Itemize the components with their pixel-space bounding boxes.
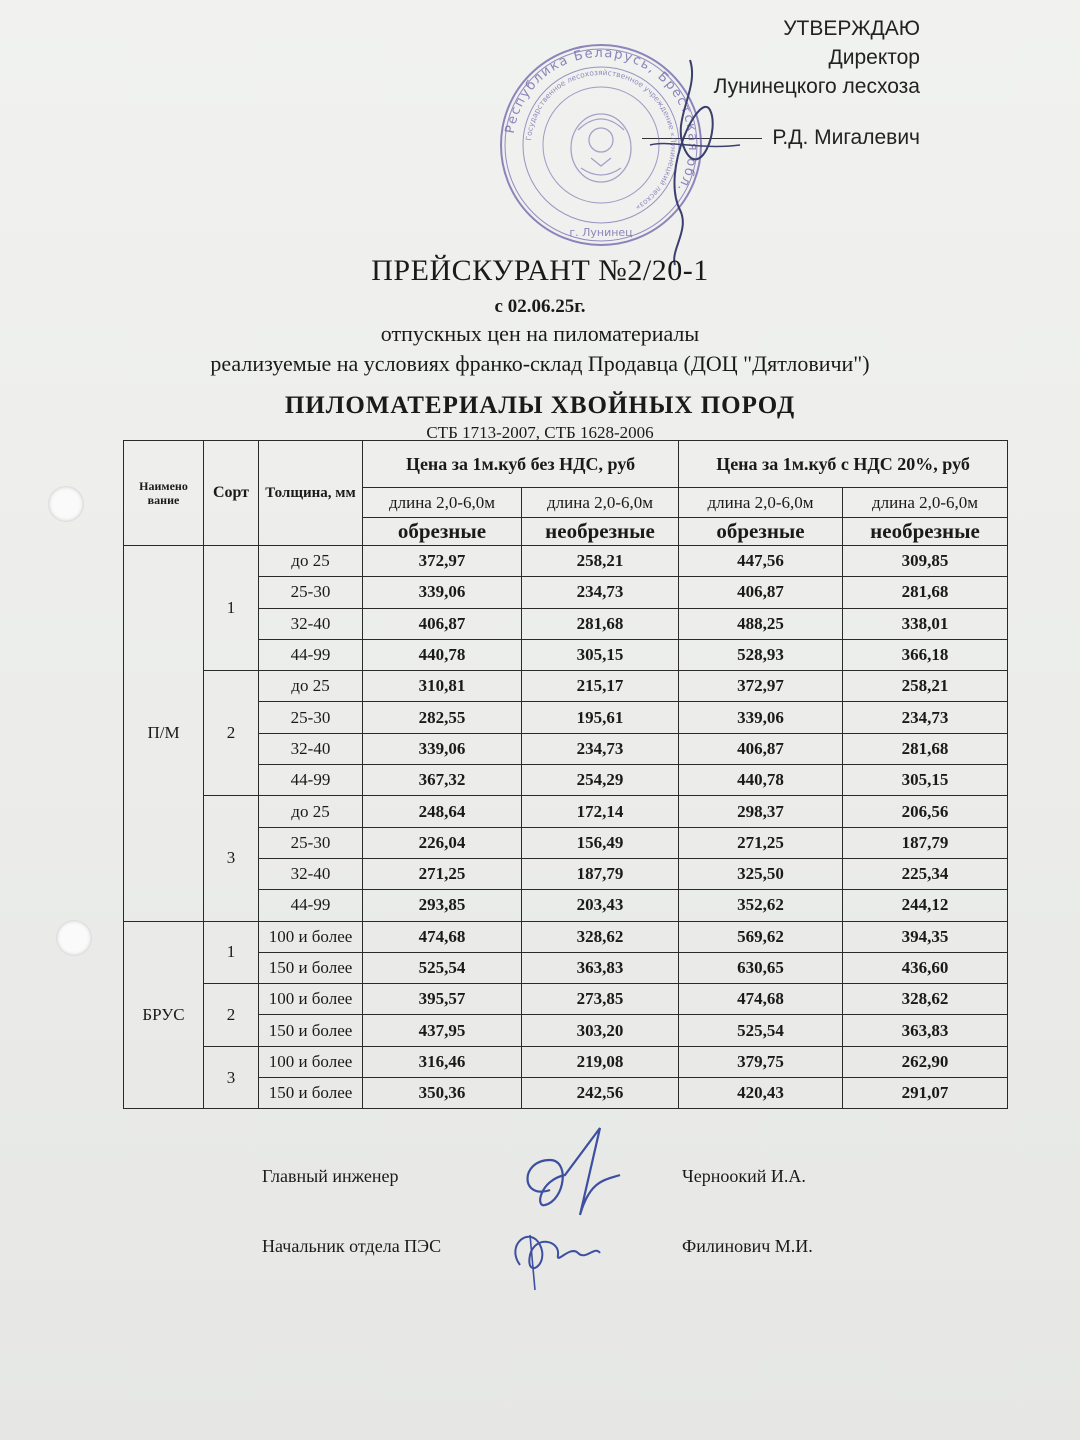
price-edged-vat: 420,43 [679, 1078, 843, 1109]
thickness-cell: 32-40 [259, 858, 363, 889]
price-edged-no-vat: 440,78 [363, 639, 522, 670]
price-edged-no-vat: 271,25 [363, 858, 522, 889]
svg-text:Государственное лесохозяйствен: Государственное лесохозяйственное учреждение «Лунинецкий лесхоз» [524, 67, 679, 213]
price-unedged-vat: 258,21 [843, 671, 1008, 702]
edged-header: обрезные [363, 518, 522, 546]
price-unedged-no-vat: 215,17 [522, 671, 679, 702]
price-unedged-vat: 234,73 [843, 702, 1008, 733]
grade-cell: 1 [204, 546, 259, 671]
punch-hole-bottom [56, 920, 92, 956]
price-unedged-no-vat: 328,62 [522, 921, 679, 952]
length-header: длина 2,0-6,0м [679, 488, 843, 518]
grade-cell: 3 [204, 796, 259, 921]
table-row [124, 1046, 1008, 1077]
price-edged-no-vat: 293,85 [363, 890, 522, 921]
price-edged-vat: 271,25 [679, 827, 843, 858]
price-edged-no-vat: 437,95 [363, 1015, 522, 1046]
effective-date: с 02.06.25г. [494, 296, 586, 317]
table-row [124, 546, 1008, 577]
thickness-cell: 150 и более [259, 1015, 363, 1046]
column-header-grade: Сорт [204, 441, 259, 546]
price-unedged-vat: 363,83 [843, 1015, 1008, 1046]
price-edged-vat: 406,87 [679, 577, 843, 608]
thickness-cell: 25-30 [259, 702, 363, 733]
price-edged-no-vat: 339,06 [363, 733, 522, 764]
product-name-cell: П/М [124, 546, 204, 922]
price-unedged-no-vat: 234,73 [522, 577, 679, 608]
thickness-cell: до 25 [259, 546, 363, 577]
price-edged-no-vat: 474,68 [363, 921, 522, 952]
approval-heading: УТВЕРЖДАЮ [783, 17, 920, 40]
price-unedged-vat: 338,01 [843, 608, 1008, 639]
chief-engineer-signature [510, 1120, 640, 1230]
price-edged-vat: 569,62 [679, 921, 843, 952]
thickness-cell: 25-30 [259, 827, 363, 858]
svg-text:Республика Беларусь, Брестская: Республика Беларусь, Брестская обл. [502, 45, 701, 196]
document-title: ПРЕЙСКУРАНТ №2/20-1 [371, 254, 709, 287]
price-unedged-vat: 436,60 [843, 952, 1008, 983]
price-unedged-no-vat: 273,85 [522, 984, 679, 1015]
price-unedged-vat: 281,68 [843, 733, 1008, 764]
pes-head-title: Начальник отдела ПЭС [262, 1236, 442, 1256]
price-edged-vat: 528,93 [679, 639, 843, 670]
price-edged-no-vat: 372,97 [363, 546, 522, 577]
price-edged-vat: 447,56 [679, 546, 843, 577]
price-edged-no-vat: 406,87 [363, 608, 522, 639]
grade-cell: 3 [204, 1046, 259, 1109]
price-unedged-vat: 309,85 [843, 546, 1008, 577]
price-unedged-vat: 366,18 [843, 639, 1008, 670]
thickness-cell: 100 и более [259, 921, 363, 952]
price-unedged-vat: 206,56 [843, 796, 1008, 827]
price-unedged-no-vat: 258,21 [522, 546, 679, 577]
director-signature [630, 50, 750, 270]
column-header-price-vat: Цена за 1м.куб с НДС 20%, руб [679, 441, 1008, 488]
price-edged-vat: 325,50 [679, 858, 843, 889]
thickness-cell: 32-40 [259, 733, 363, 764]
unedged-header: необрезные [522, 518, 679, 546]
chief-engineer-name: Черноокий И.А. [682, 1166, 806, 1186]
price-edged-vat: 352,62 [679, 890, 843, 921]
price-table-body [124, 546, 1008, 1109]
price-unedged-vat: 291,07 [843, 1078, 1008, 1109]
price-edged-vat: 474,68 [679, 984, 843, 1015]
price-edged-vat: 525,54 [679, 1015, 843, 1046]
grade-cell: 1 [204, 921, 259, 984]
thickness-cell: 25-30 [259, 577, 363, 608]
price-unedged-vat: 244,12 [843, 890, 1008, 921]
price-edged-no-vat: 282,55 [363, 702, 522, 733]
approval-director-name: Р.Д. Мигалевич [772, 126, 920, 149]
section-heading: ПИЛОМАТЕРИАЛЫ ХВОЙНЫХ ПОРОД [284, 392, 796, 419]
price-unedged-no-vat: 363,83 [522, 952, 679, 983]
price-edged-vat: 440,78 [679, 765, 843, 796]
price-unedged-no-vat: 234,73 [522, 733, 679, 764]
chief-engineer-title: Главный инженер [262, 1166, 399, 1186]
edged-header: обрезные [679, 518, 843, 546]
price-edged-no-vat: 367,32 [363, 765, 522, 796]
thickness-cell: 44-99 [259, 890, 363, 921]
thickness-cell: 44-99 [259, 639, 363, 670]
price-edged-no-vat: 339,06 [363, 577, 522, 608]
standards-reference: СТБ 1713-2007, СТБ 1628-2006 [426, 423, 654, 442]
price-edged-no-vat: 395,57 [363, 984, 522, 1015]
column-header-thickness: Толщина, мм [259, 441, 363, 546]
price-unedged-vat: 262,90 [843, 1046, 1008, 1077]
price-unedged-no-vat: 187,79 [522, 858, 679, 889]
price-edged-vat: 298,37 [679, 796, 843, 827]
table-row [124, 796, 1008, 827]
subtitle-line-1: отпускных цен на пиломатериалы [380, 321, 700, 346]
price-edged-no-vat: 525,54 [363, 952, 522, 983]
price-unedged-no-vat: 203,43 [522, 890, 679, 921]
price-unedged-vat: 225,34 [843, 858, 1008, 889]
approval-organization: Лунинецкого лесхоза [713, 75, 920, 98]
pes-head-signature [500, 1215, 610, 1295]
price-edged-vat: 372,97 [679, 671, 843, 702]
grade-cell: 2 [204, 984, 259, 1047]
price-unedged-no-vat: 254,29 [522, 765, 679, 796]
price-edged-vat: 379,75 [679, 1046, 843, 1077]
price-unedged-no-vat: 305,15 [522, 639, 679, 670]
price-edged-no-vat: 226,04 [363, 827, 522, 858]
thickness-cell: 150 и более [259, 1078, 363, 1109]
thickness-cell: 32-40 [259, 608, 363, 639]
price-edged-vat: 406,87 [679, 733, 843, 764]
svg-text:г. Лунинец: г. Лунинец [569, 226, 633, 239]
table-row [124, 984, 1008, 1015]
price-edged-vat: 339,06 [679, 702, 843, 733]
length-header: длина 2,0-6,0м [522, 488, 679, 518]
price-unedged-no-vat: 195,61 [522, 702, 679, 733]
price-unedged-no-vat: 219,08 [522, 1046, 679, 1077]
price-unedged-no-vat: 156,49 [522, 827, 679, 858]
punch-hole-top [48, 486, 84, 522]
thickness-cell: 100 и более [259, 1046, 363, 1077]
price-edged-no-vat: 248,64 [363, 796, 522, 827]
unedged-header: необрезные [843, 518, 1008, 546]
price-unedged-vat: 187,79 [843, 827, 1008, 858]
price-unedged-no-vat: 242,56 [522, 1078, 679, 1109]
subtitle-line-2: реализуемые на условиях франко-склад Продавца (ДОЦ "Дятловичи") [210, 351, 870, 376]
price-edged-vat: 630,65 [679, 952, 843, 983]
product-name-cell: БРУС [124, 921, 204, 1109]
thickness-cell: 150 и более [259, 952, 363, 983]
thickness-cell: до 25 [259, 796, 363, 827]
price-unedged-no-vat: 281,68 [522, 608, 679, 639]
price-unedged-vat: 281,68 [843, 577, 1008, 608]
column-header-name: Наимено вание [124, 441, 204, 546]
price-unedged-vat: 305,15 [843, 765, 1008, 796]
price-edged-no-vat: 310,81 [363, 671, 522, 702]
approval-position: Директор [828, 46, 920, 69]
thickness-cell: 100 и более [259, 984, 363, 1015]
thickness-cell: 44-99 [259, 765, 363, 796]
price-table [123, 440, 1008, 1109]
table-row [124, 921, 1008, 952]
price-unedged-no-vat: 172,14 [522, 796, 679, 827]
pes-head-name: Филинович М.И. [682, 1236, 813, 1256]
price-edged-no-vat: 316,46 [363, 1046, 522, 1077]
price-unedged-vat: 328,62 [843, 984, 1008, 1015]
column-header-price-no-vat: Цена за 1м.куб без НДС, руб [363, 441, 679, 488]
table-row [124, 671, 1008, 702]
length-header: длина 2,0-6,0м [363, 488, 522, 518]
grade-cell: 2 [204, 671, 259, 796]
price-edged-no-vat: 350,36 [363, 1078, 522, 1109]
thickness-cell: до 25 [259, 671, 363, 702]
price-unedged-no-vat: 303,20 [522, 1015, 679, 1046]
length-header: длина 2,0-6,0м [843, 488, 1008, 518]
price-unedged-vat: 394,35 [843, 921, 1008, 952]
price-edged-vat: 488,25 [679, 608, 843, 639]
